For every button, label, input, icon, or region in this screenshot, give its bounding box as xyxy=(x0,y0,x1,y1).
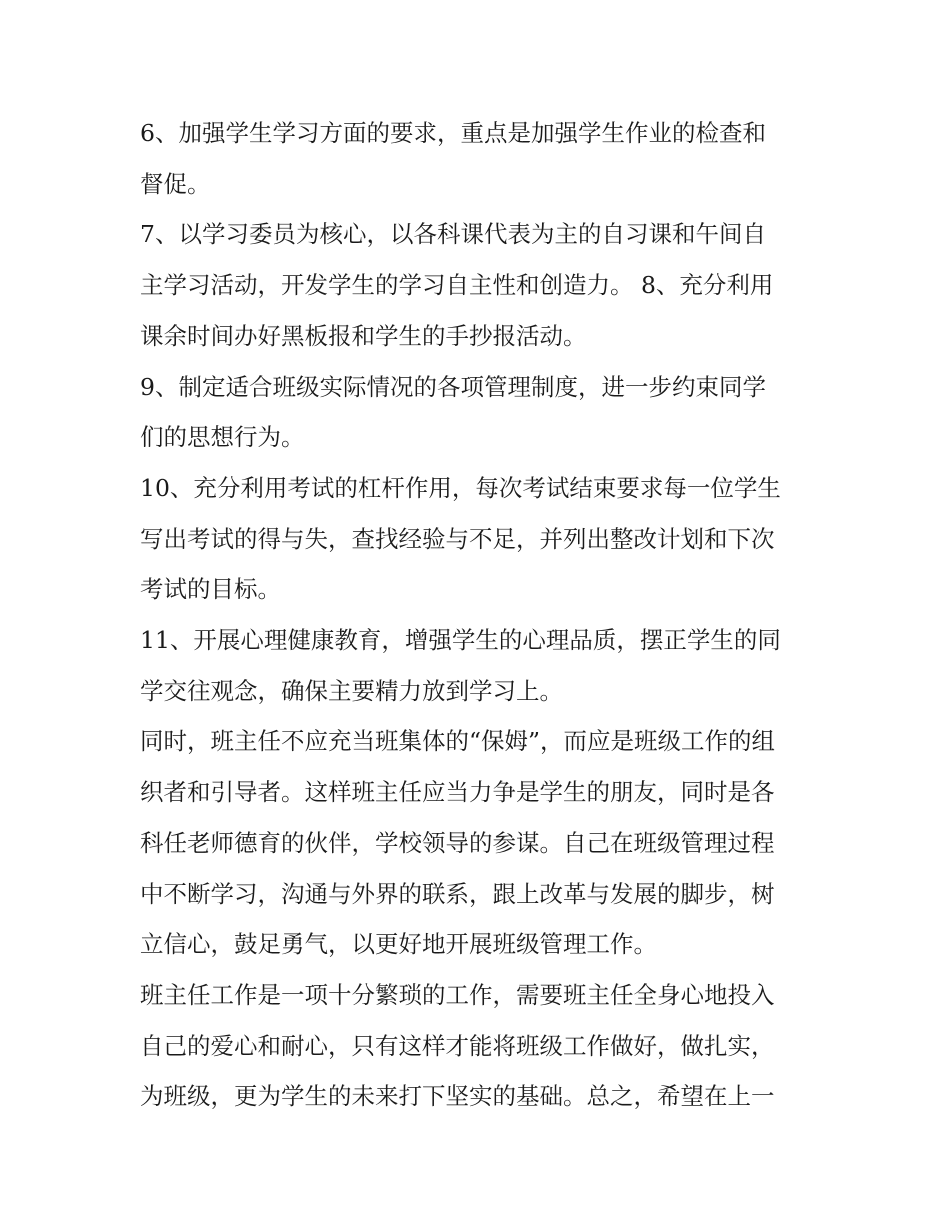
text-line: 立信心，鼓足勇气，以更好地开展班级管理工作。 xyxy=(140,930,657,959)
text-line: 6、加强学生学习方面的要求，重点是加强学生作业的检查和 xyxy=(140,119,766,147)
text-line: 11、开展心理健康教育，增强学生的心理品质，摆正学生的同 xyxy=(140,626,781,655)
text-line: 10、充分利用考试的杠杆作用，每次考试结束要求每一位学生 xyxy=(140,473,781,502)
text-line: 同时，班主任不应充当班集体的“保姆”，而应是班级工作的组 xyxy=(140,727,776,756)
text-line: 9、制定适合班级实际情况的各项管理制度，进一步约束同学 xyxy=(140,372,766,401)
text-line: 自己的爱心和耐心，只有这样才能将班级工作做好，做扎实， xyxy=(140,1031,775,1060)
text-line: 督促。 xyxy=(140,169,211,198)
text-line: 学交往观念，确保主要精力放到学习上。 xyxy=(140,676,563,705)
text-line: 课余时间办好黑板报和学生的手抄报活动。 xyxy=(140,321,587,350)
document-body xyxy=(140,108,820,1122)
text-line: 考试的目标。 xyxy=(140,575,281,604)
text-line: 织者和引导者。这样班主任应当力争是学生的朋友，同时是各 xyxy=(140,778,775,807)
text-line: 写出考试的得与失，查找经验与不足，并列出整改计划和下次 xyxy=(140,524,775,553)
text-line: 7、以学习委员为核心，以各科课代表为主的自习课和午间自 xyxy=(140,220,766,249)
text-line: 们的思想行为。 xyxy=(140,423,305,452)
text-line: 科任老师德育的伙伴，学校领导的参谋。自己在班级管理过程 xyxy=(140,828,775,857)
text-line: 为班级，更为学生的未来打下坚实的基础。总之，希望在上一 xyxy=(140,1082,775,1111)
text-line: 主学习活动，开发学生的学习自主性和创造力。 8、充分利用 xyxy=(140,271,774,300)
text-line: 中不断学习，沟通与外界的联系，跟上改革与发展的脚步，树 xyxy=(140,879,775,908)
text-line: 班主任工作是一项十分繁琐的工作，需要班主任全身心地投入 xyxy=(140,980,775,1009)
